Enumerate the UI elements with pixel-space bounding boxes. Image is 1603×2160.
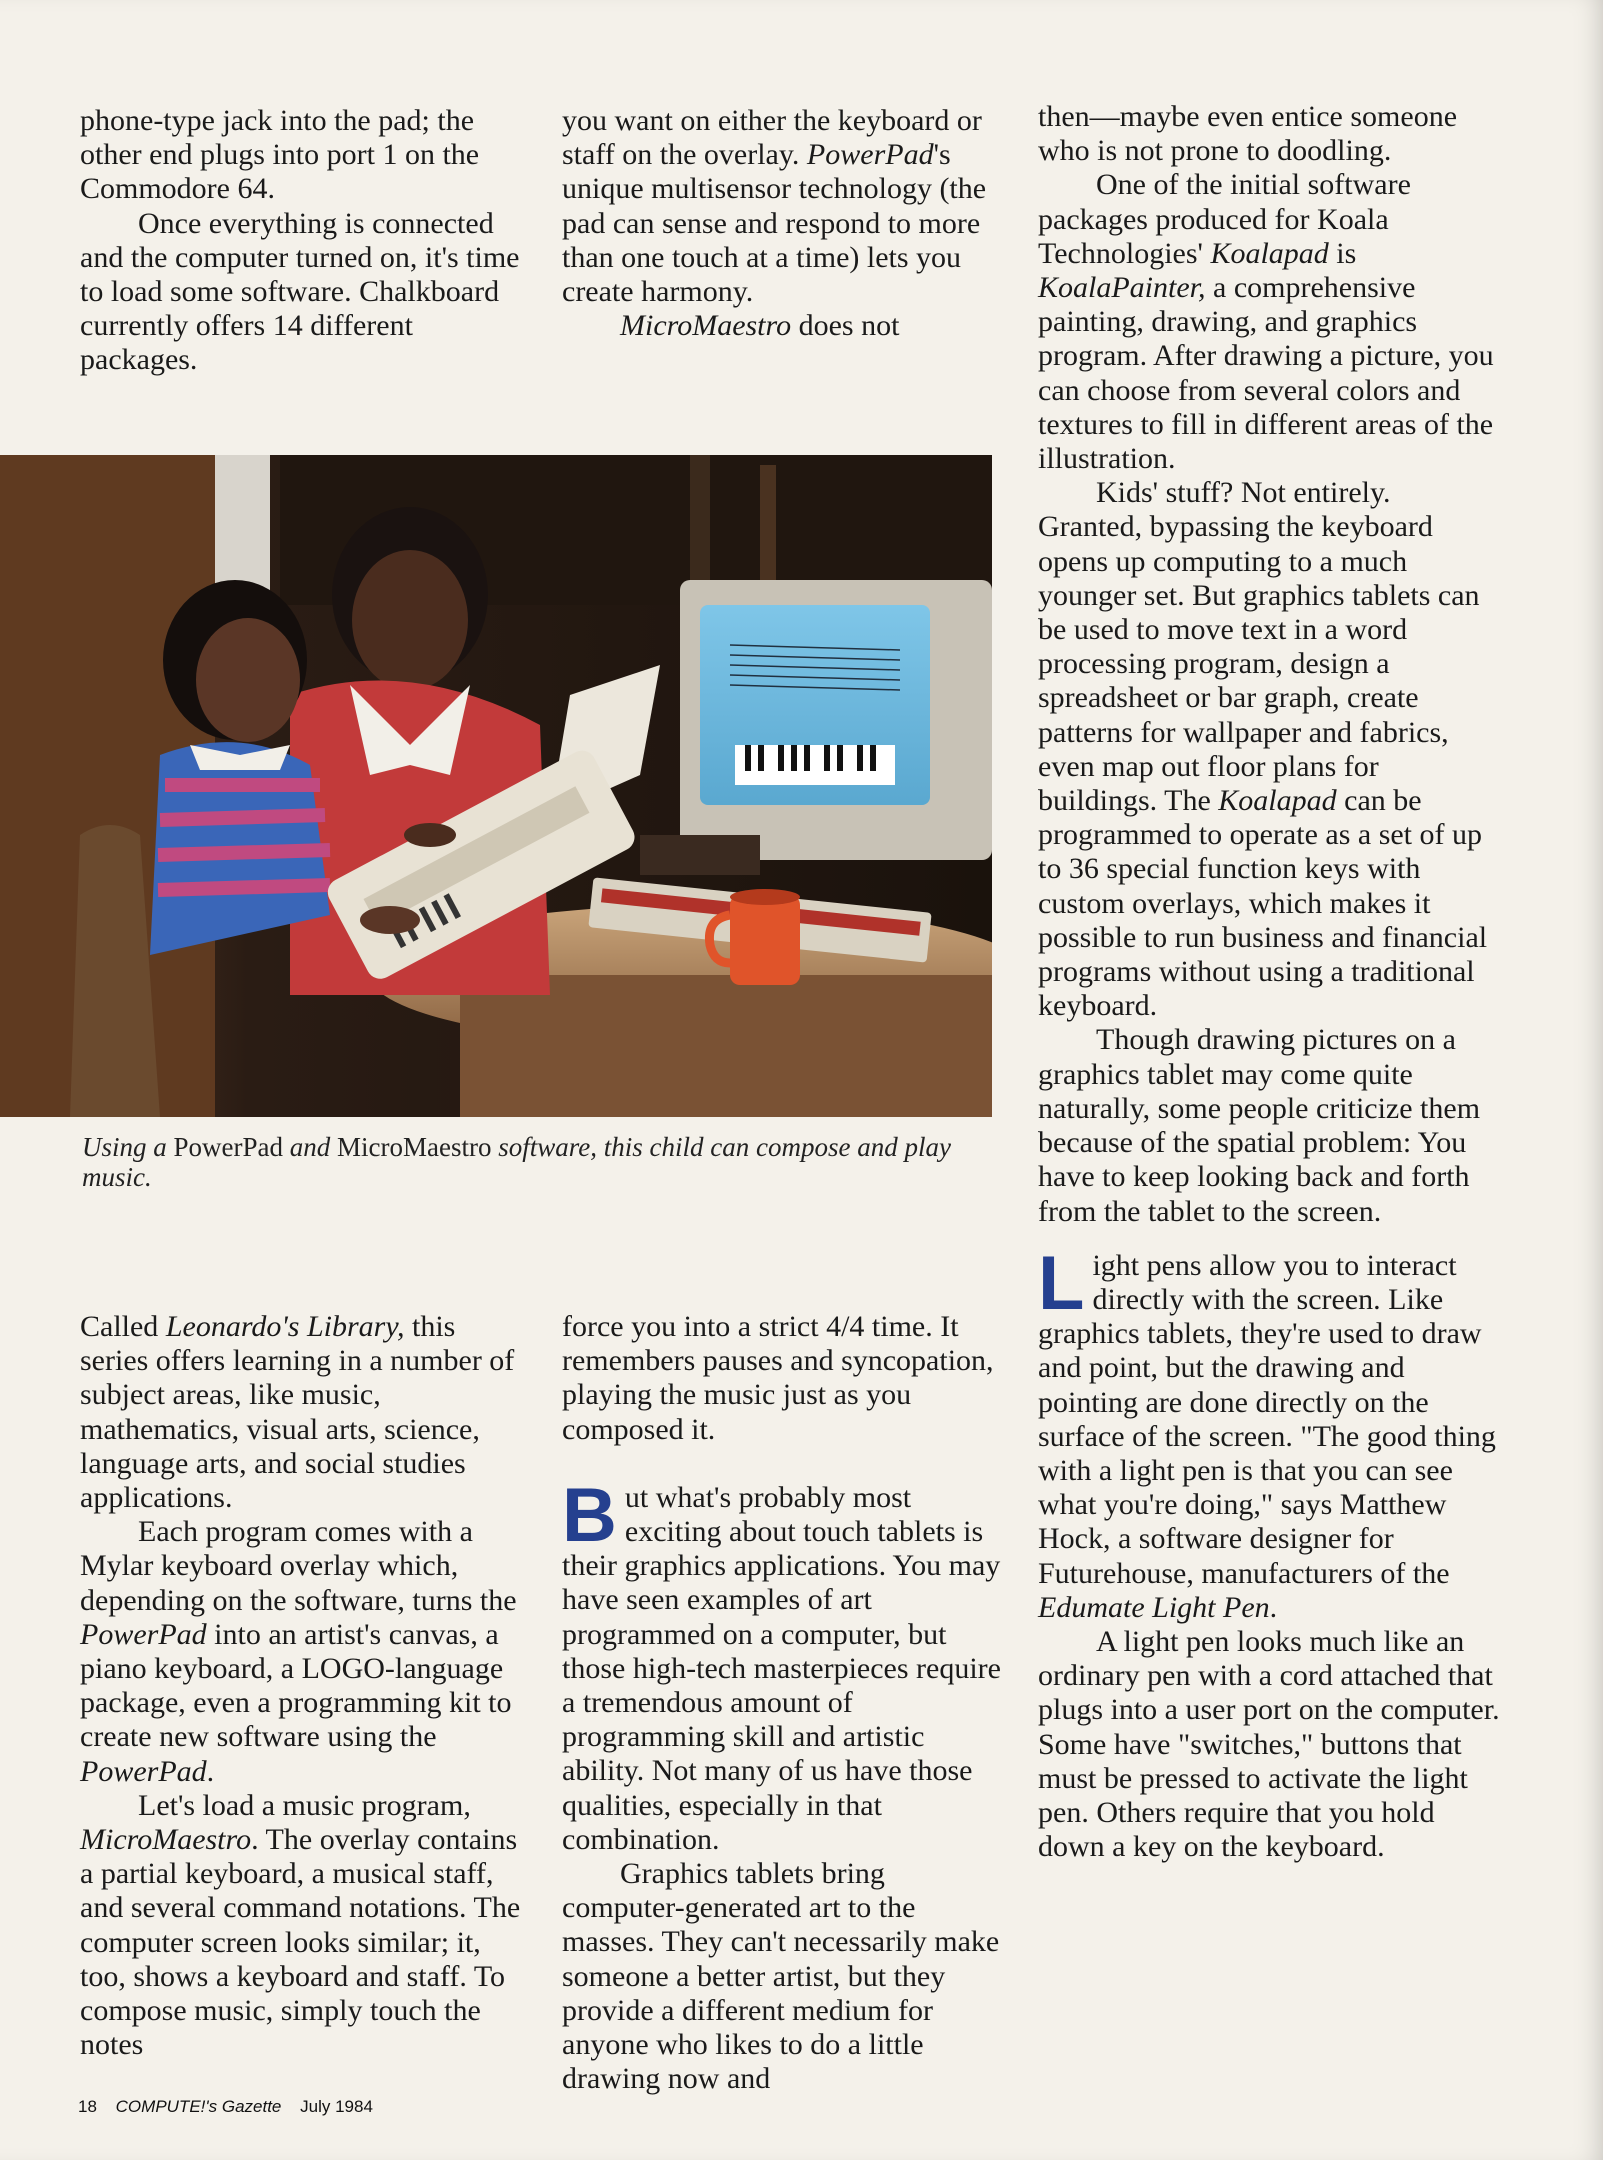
issue-date: July 1984 (300, 2097, 373, 2116)
top-column-1 (80, 104, 530, 378)
paragraph: A light pen looks much like an ordinary pen with a cord attached that plugs into a user port on the computer. Some have "switches," buttons that must be pressed to activate the light pen. Others require that you hold down a key on the keyboard. (1038, 1624, 1500, 1864)
paragraph: Graphics tablets bring computer-generated art to the masses. They can't necessarily make someone a better artist, but they provide a different medium for anyone who likes to do a little drawing now and (562, 1857, 1000, 2096)
paragraph: But what's probably most exciting about touch tablets is their graphics applications. You may have seen examples of art programmed on a computer, but those high-tech masterpieces require a tremendous amount of programming skill and artistic ability. Not many of us have those qualities, especially in that combination. (562, 1472, 1001, 1856)
page-number: 18 (78, 2097, 97, 2116)
paragraph: MicroMaestro does not (620, 309, 900, 343)
paragraph: Though drawing pictures on a graphics tablet may come quite naturally, some people criticize them because of the spatial problem: You have to keep looking back and forth from the tablet to the screen. (1038, 1023, 1481, 1228)
paragraph: Once everything is connected and the computer turned on, it's time to load some software. Chalkboard currently offers 14 different packages. (80, 206, 520, 377)
drop-cap: B (562, 1472, 617, 1558)
paragraph: Let's load a music program, MicroMaestro. The overlay contains a partial keyboard, a musical staff, and several command notations. The computer screen looks similar; it, too, shows a keyboard and staff. To compose music, simply touch the notes (80, 1788, 521, 2062)
paragraph: Each program comes with a Mylar keyboard overlay which, depending on the software, turns the PowerPad into an artist's canvas, a piano keyboard, a LOGO-language package, even a programming kit to create new software using the PowerPad. (80, 1515, 517, 1788)
paragraph: Called Leonardo's Library, this series offers learning in a number of subject areas, like music, mathematics, visual arts, science, language arts, and social studies applications. (80, 1310, 515, 1515)
photo-caption: Using a PowerPad and MicroMaestro software, this child can compose and play music. (82, 1132, 951, 1192)
top-column-2 (562, 104, 1002, 343)
right-column (1038, 100, 1500, 1864)
paragraph: then—maybe even entice someone who is not prone to doodling. (1038, 100, 1458, 168)
classroom-photo (0, 455, 992, 1117)
paragraph: you want on either the keyboard or staff on the overlay. PowerPad's unique multisensor technology (the pad can sense and respond to more than one touch at a time) lets you create harmony. (562, 104, 987, 309)
paragraph: One of the initial software packages produced for Koala Technologies' Koalapad is KoalaPainter, a comprehensive painting, drawing, and graphics program. After drawing a picture, you can choose from several colors and textures to fill in different areas of the illustration. (1038, 168, 1494, 476)
magazine-name: COMPUTE!'s Gazette (115, 2097, 282, 2116)
paragraph: Kids' stuff? Not entirely. Granted, bypassing the keyboard opens up computing to a much younger set. But graphics tablets can be used to move text in a word processing program, design a spreadsheet or bar graph, create patterns for wallpaper and fabrics, even map out floor plans for buildings. The Koalapad can be programmed to operate as a set of up to 36 special function keys with custom overlays, which makes it possible to run business and financial programs without using a traditional keyboard. (1038, 476, 1488, 1023)
drop-cap: L (1038, 1240, 1085, 1326)
page-footer (78, 2097, 387, 2117)
paragraph: Light pens allow you to interact directly with the screen. Like graphics tablets, they're used to draw and point, but the drawing and pointing are done directly on the surface of the screen. "The good thing with a light pen is that you can see what you're doing," says Matthew Hock, a software designer for Futurehouse, manufacturers of the Edumate Light Pen. (1038, 1240, 1496, 1624)
bottom-column-2 (562, 1310, 1012, 2096)
paragraph: force you into a strict 4/4 time. It remembers pauses and syncopation, playing the music just as you composed it. (562, 1310, 994, 1446)
bottom-column-1 (80, 1310, 530, 2062)
paragraph: phone-type jack into the pad; the other end plugs into port 1 on the Commodore 64. (80, 104, 480, 206)
